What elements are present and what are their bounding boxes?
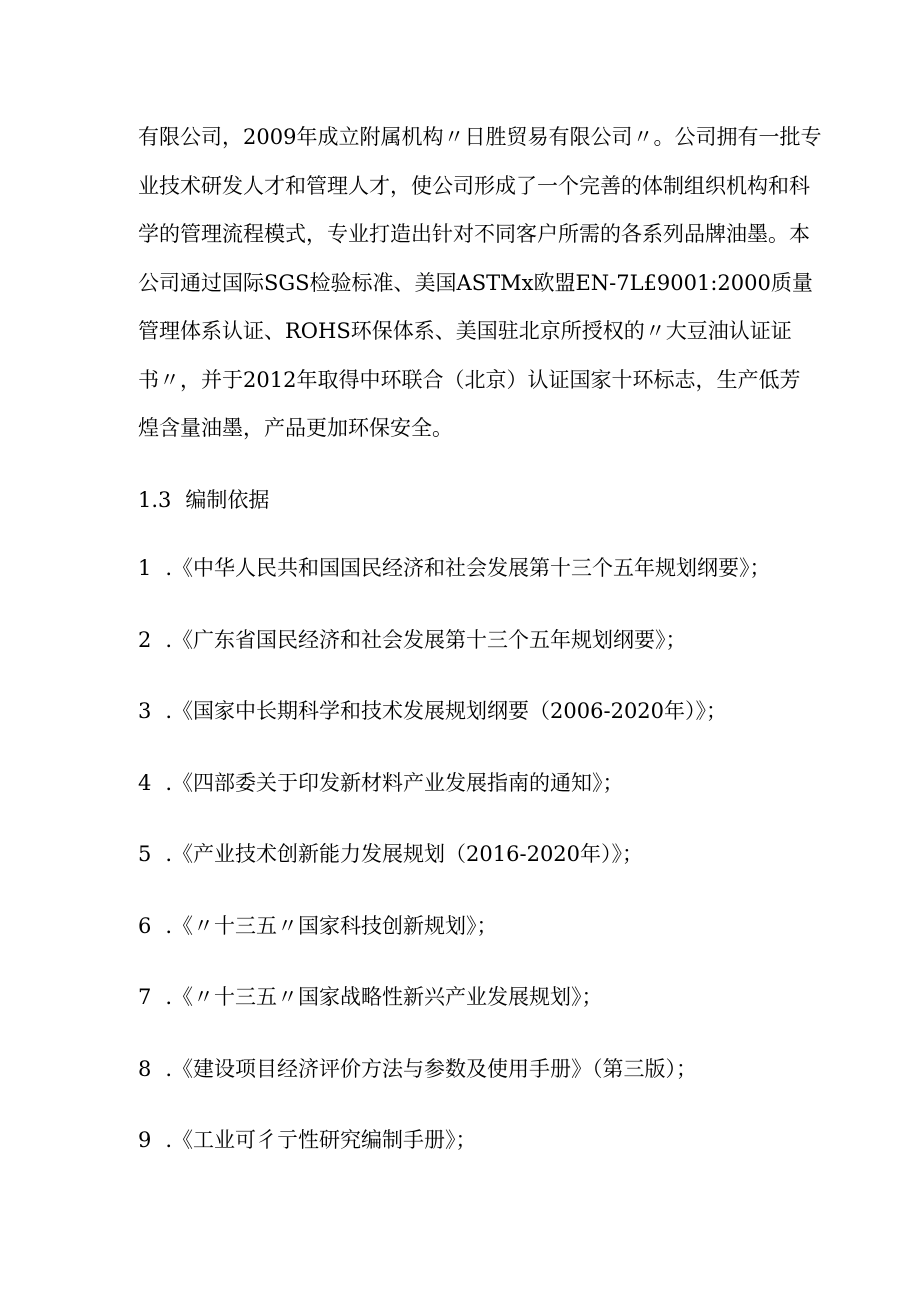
list-item: [138, 836, 771, 908]
list-item-number: 5: [138, 842, 152, 866]
list-item-text: .《广东省国民经济和社会发展第十三个五年规划纲要》；: [165, 627, 687, 652]
list-item-text: .《〃十三五〃国家战略性新兴产业发展规划》；: [165, 985, 603, 1009]
list-item-number: 9: [138, 1128, 152, 1152]
list-item-number: 1: [138, 556, 152, 580]
list-item-number: 4: [138, 770, 152, 795]
list-item-text: .《国家中长期科学和技术发展规划纲要（2006-2020年）》；: [165, 699, 728, 723]
list-item-text: .《建设项目经济评价方法与参数及使用手册》（第三版）；: [165, 1056, 698, 1081]
list-item: [138, 622, 771, 694]
list-item-number: 8: [138, 1056, 152, 1081]
paragraph-line: 业技术研发人才和管理人才，使公司形成了一个完善的体制组织机构和科: [138, 173, 810, 198]
paragraph-line: 有限公司，2009年成立附属机构〃日胜贸易有限公司〃。公司拥有一批专: [138, 125, 822, 149]
paragraph-line: 管理体系认证、ROHS环保体系、美国驻北京所授权的〃大豆油认证证: [138, 319, 792, 343]
list-item-number: 3: [138, 699, 152, 723]
section-title: 编制依据: [185, 488, 270, 512]
company-intro-paragraph: [138, 113, 822, 453]
paragraph-line: 煌含量油墨，产品更加环保安全。: [138, 416, 453, 440]
list-item-number: 2: [138, 627, 152, 652]
list-item-text: .《四部委关于印发新材料产业发展指南的通知》；: [165, 770, 624, 795]
list-item: [138, 908, 771, 980]
list-item-text: .《工业可彳亍性研究编制手册》；: [165, 1128, 477, 1152]
list-item-number: 7: [138, 985, 152, 1009]
list-item: [138, 979, 771, 1051]
list-item: [138, 765, 771, 837]
paragraph-line: 书〃，并于2012年取得中环联合（北京）认证国家十环标志，生产低芳: [138, 367, 801, 392]
section-heading: [138, 482, 269, 518]
paragraph-line: 学的管理流程模式，专业打造出针对不同客户所需的各系列品牌油墨。本: [138, 222, 810, 246]
list-item: [138, 1122, 771, 1194]
list-item: [138, 550, 771, 622]
paragraph-line: 公司通过国际SGS检验标准、美国ASTMx欧盟EN-7L£9001:2000质量: [138, 270, 813, 295]
list-item-number: 6: [138, 913, 152, 938]
list-item-text: .《中华人民共和国国民经济和社会发展第十三个五年规划纲要》；: [165, 556, 771, 580]
list-item: [138, 1051, 771, 1123]
section-number: 1.3: [138, 488, 172, 512]
list-item: [138, 693, 771, 765]
list-item-text: .《〃十三五〃国家科技创新规划》；: [165, 913, 498, 938]
basis-list: [138, 550, 771, 1194]
list-item-text: .《产业技术创新能力发展规划（2016-2020年）》；: [165, 842, 644, 866]
